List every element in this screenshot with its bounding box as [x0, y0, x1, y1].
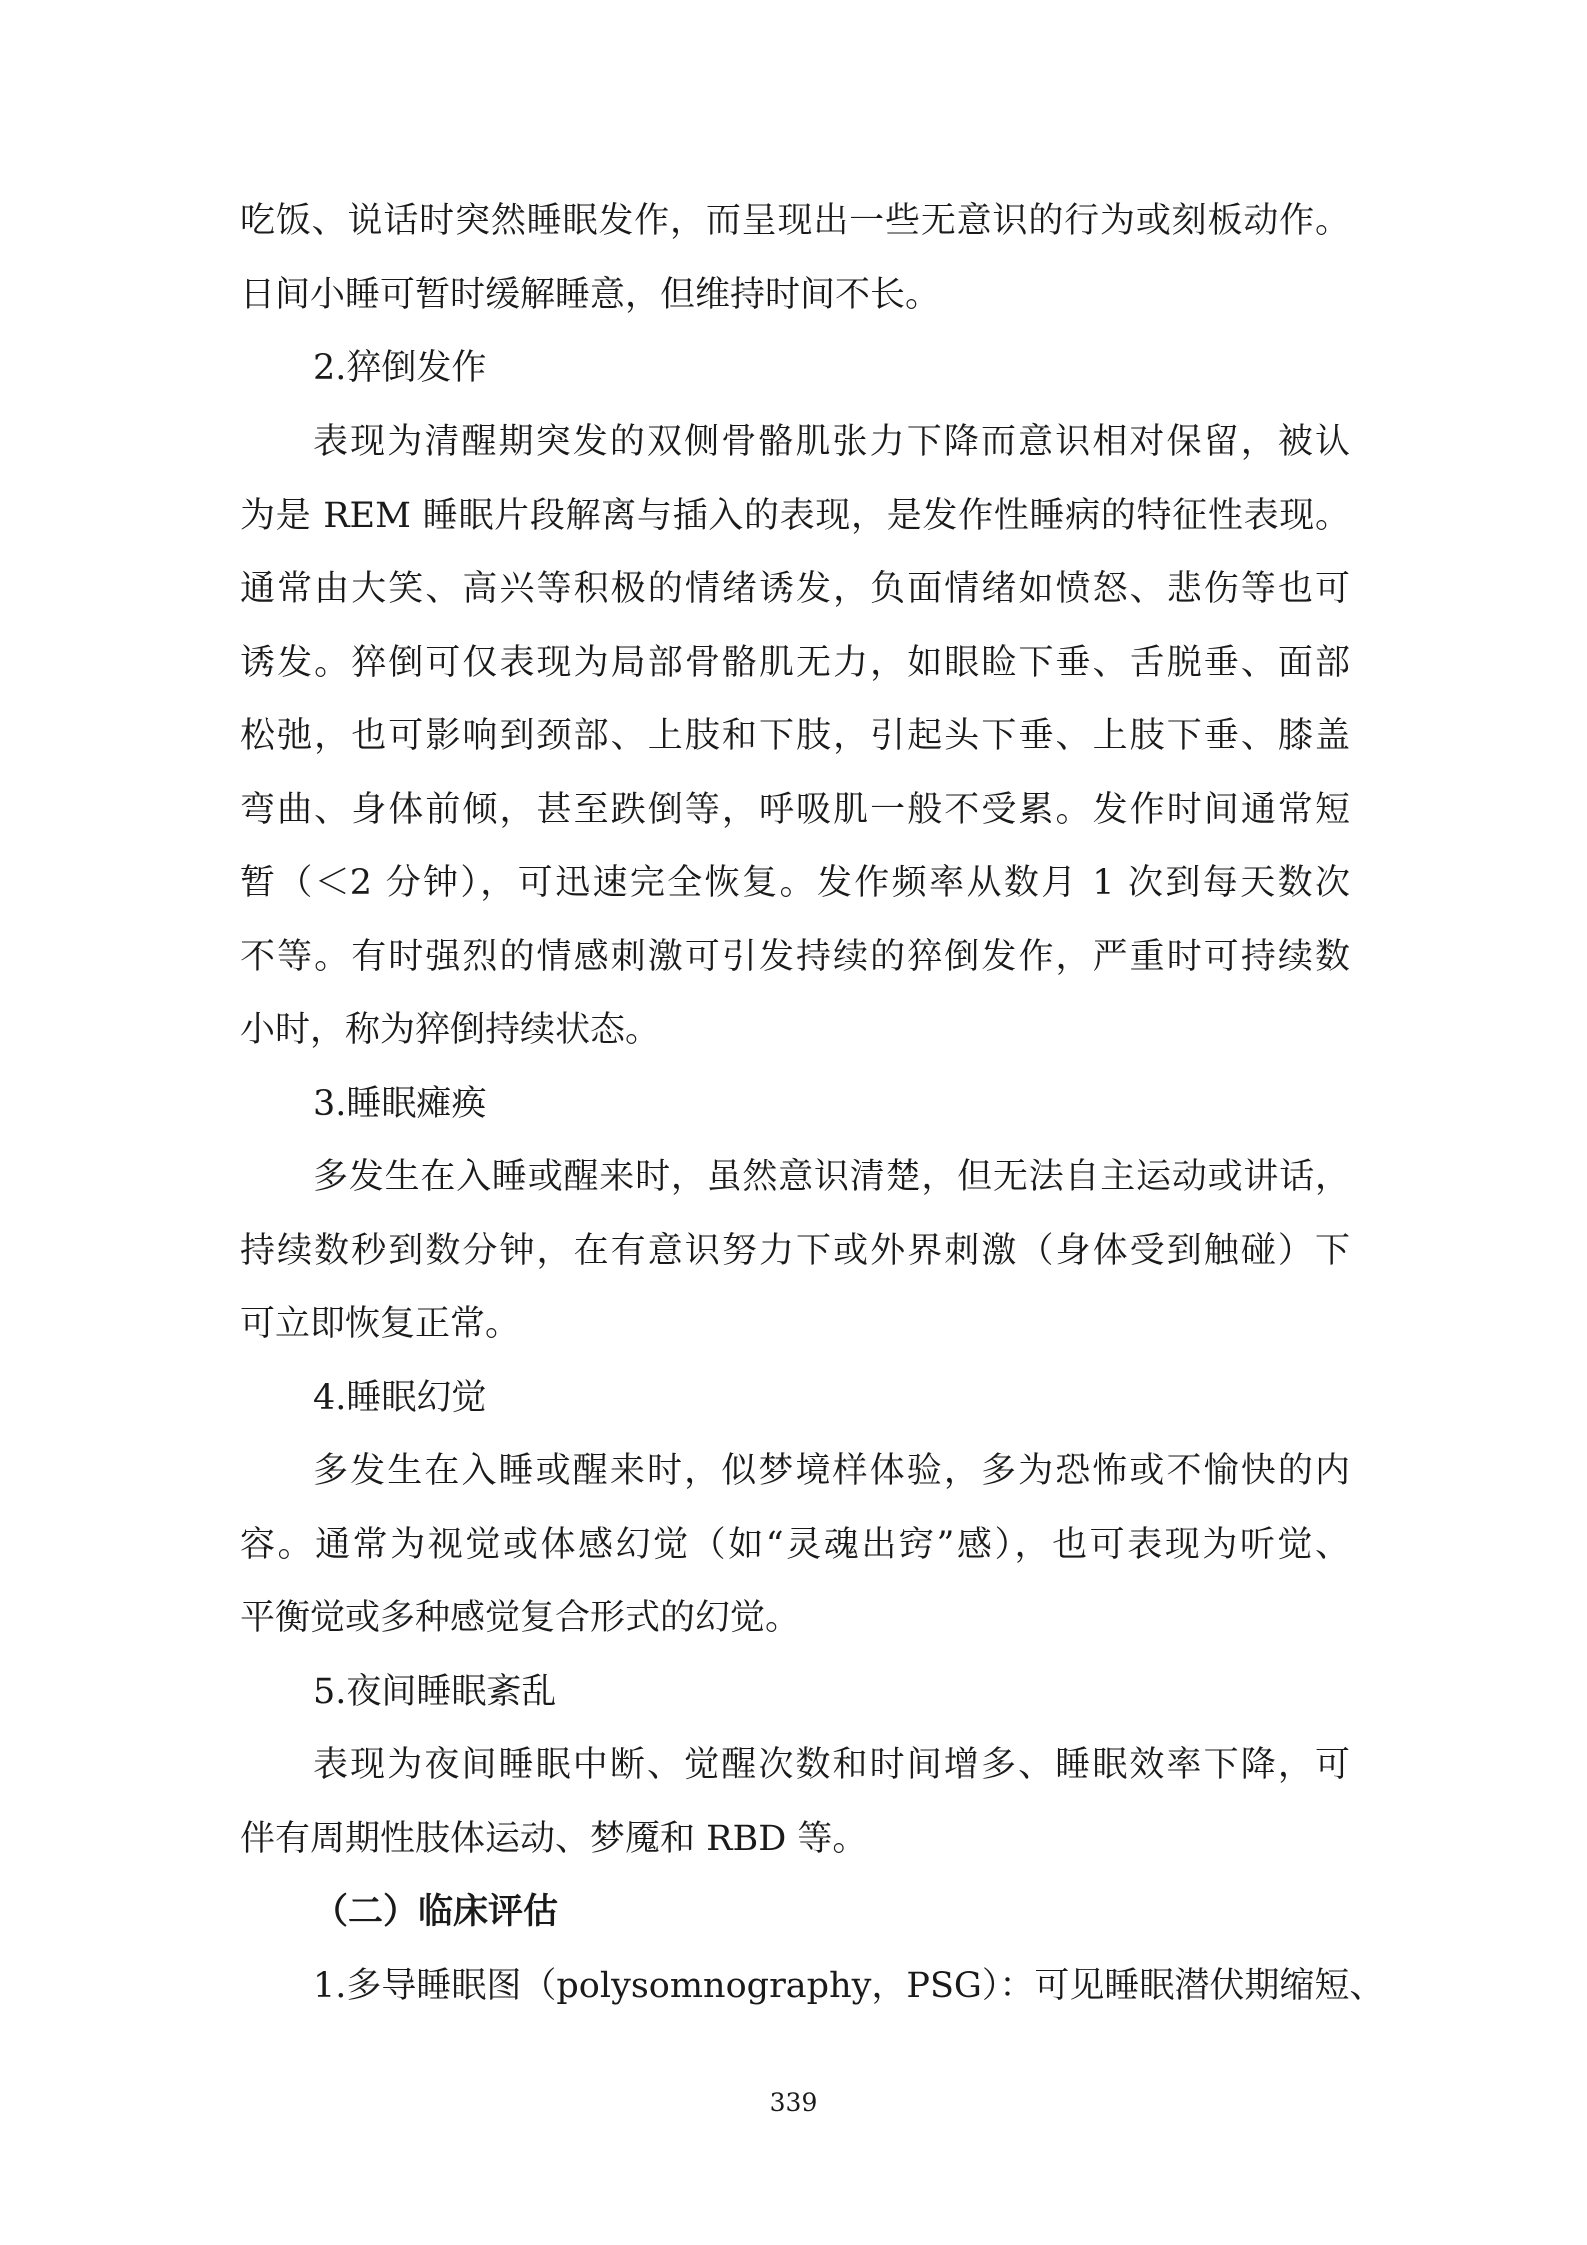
section-heading: 5.夜间睡眠紊乱	[313, 1672, 557, 1712]
paragraph-line: 为是 REM 睡眠片段解离与插入的表现，是发作性睡病的特征性表现。	[240, 496, 1350, 536]
paragraph-line: 暂（＜2 分钟），可迅速完全恢复。发作频率从数月 1 次到每天数次	[240, 863, 1350, 903]
paragraph-line: 1.多导睡眠图（polysomnography，PSG）：可见睡眠潜伏期缩短、	[313, 1966, 1385, 2006]
paragraph-line: 容。通常为视觉或体感幻觉（如“灵魂出窍”感），也可表现为听觉、	[240, 1525, 1350, 1565]
paragraph-line: 多发生在入睡或醒来时，虽然意识清楚，但无法自主运动或讲话，	[313, 1157, 1350, 1197]
paragraph-line: 日间小睡可暂时缓解睡意，但维持时间不长。	[240, 275, 941, 315]
paragraph-line: 弯曲、身体前倾，甚至跌倒等，呼吸肌一般不受累。发作时间通常短	[240, 790, 1350, 830]
page-number: 339	[769, 2088, 818, 2117]
section-heading: 4.睡眠幻觉	[313, 1378, 487, 1418]
paragraph-line: 表现为清醒期突发的双侧骨骼肌张力下降而意识相对保留，被认	[313, 422, 1350, 462]
section-heading: 3.睡眠瘫痪	[313, 1084, 487, 1124]
paragraph-line: 诱发。猝倒可仅表现为局部骨骼肌无力，如眼睑下垂、舌脱垂、面部	[240, 643, 1350, 683]
paragraph-line: 小时，称为猝倒持续状态。	[240, 1010, 661, 1050]
paragraph-line: 表现为夜间睡眠中断、觉醒次数和时间增多、睡眠效率下降，可	[313, 1745, 1350, 1785]
section-heading: 2.猝倒发作	[313, 348, 487, 388]
paragraph-line: 吃饭、说话时突然睡眠发作，而呈现出一些无意识的行为或刻板动作。	[240, 201, 1350, 241]
paragraph-line: 伴有周期性肢体运动、梦魇和 RBD 等。	[240, 1819, 868, 1859]
paragraph-line: 不等。有时强烈的情感刺激可引发持续的猝倒发作，严重时可持续数	[240, 937, 1350, 977]
paragraph-line: 通常由大笑、高兴等积极的情绪诱发，负面情绪如愤怒、悲伤等也可	[240, 569, 1350, 609]
paragraph-line: 平衡觉或多种感觉复合形式的幻觉。	[240, 1598, 801, 1638]
paragraph-line: 持续数秒到数分钟，在有意识努力下或外界刺激（身体受到触碰）下	[240, 1231, 1350, 1271]
paragraph-line: 可立即恢复正常。	[240, 1304, 521, 1344]
paragraph-line: 松弛，也可影响到颈部、上肢和下肢，引起头下垂、上肢下垂、膝盖	[240, 716, 1350, 756]
subsection-heading: （二）临床评估	[313, 1891, 559, 1932]
paragraph-line: 多发生在入睡或醒来时，似梦境样体验，多为恐怖或不愉快的内	[313, 1451, 1350, 1491]
